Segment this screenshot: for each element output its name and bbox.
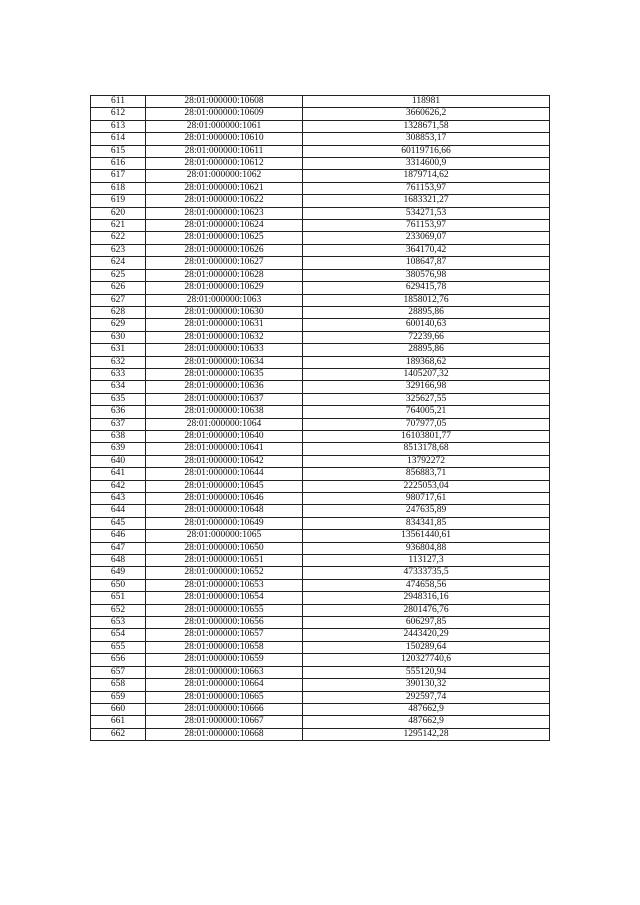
value-cell: 761153,97	[303, 182, 550, 194]
row-number-cell: 646	[91, 530, 146, 542]
value-cell: 1405207,32	[303, 368, 550, 380]
table-row	[91, 505, 550, 517]
value-cell: 3660626,2	[303, 108, 550, 120]
table-row	[91, 654, 550, 666]
cadastral-number-cell: 28:01:000000:10663	[146, 666, 303, 678]
row-number-cell: 623	[91, 244, 146, 256]
value-cell: 980717,61	[303, 493, 550, 505]
value-cell: 834341,85	[303, 517, 550, 529]
cadastral-number-cell: 28:01:000000:10621	[146, 182, 303, 194]
row-number-cell: 628	[91, 306, 146, 318]
value-cell: 8513178,68	[303, 443, 550, 455]
value-cell: 2225053,04	[303, 480, 550, 492]
cadastral-number-cell: 28:01:000000:10625	[146, 232, 303, 244]
row-number-cell: 614	[91, 133, 146, 145]
row-number-cell: 645	[91, 517, 146, 529]
cadastral-number-cell: 28:01:000000:10652	[146, 567, 303, 579]
value-cell: 1879714,62	[303, 170, 550, 182]
row-number-cell: 625	[91, 269, 146, 281]
row-number-cell: 657	[91, 666, 146, 678]
row-number-cell: 622	[91, 232, 146, 244]
cadastral-number-cell: 28:01:000000:10651	[146, 555, 303, 567]
row-number-cell: 661	[91, 716, 146, 728]
row-number-cell: 626	[91, 282, 146, 294]
cadastral-number-cell: 28:01:000000:10658	[146, 641, 303, 653]
row-number-cell: 619	[91, 195, 146, 207]
cadastral-number-cell: 28:01:000000:1062	[146, 170, 303, 182]
cadastral-number-cell: 28:01:000000:10631	[146, 319, 303, 331]
table-body	[91, 96, 550, 741]
cadastral-number-cell: 28:01:000000:10655	[146, 604, 303, 616]
row-number-cell: 621	[91, 220, 146, 232]
cadastral-number-cell: 28:01:000000:10612	[146, 158, 303, 170]
table-row	[91, 679, 550, 691]
value-cell: 325627,55	[303, 393, 550, 405]
cadastral-number-cell: 28:01:000000:10608	[146, 96, 303, 108]
value-cell: 113127,3	[303, 555, 550, 567]
cadastral-number-cell: 28:01:000000:10610	[146, 133, 303, 145]
row-number-cell: 615	[91, 145, 146, 157]
row-number-cell: 658	[91, 679, 146, 691]
row-number-cell: 660	[91, 703, 146, 715]
cadastral-number-cell: 28:01:000000:10648	[146, 505, 303, 517]
table-row	[91, 344, 550, 356]
table-row	[91, 555, 550, 567]
cadastral-number-cell: 28:01:000000:10646	[146, 493, 303, 505]
cadastral-number-cell: 28:01:000000:10666	[146, 703, 303, 715]
table-row	[91, 244, 550, 256]
table-row	[91, 542, 550, 554]
cadastral-number-cell: 28:01:000000:10623	[146, 207, 303, 219]
value-cell: 474658,56	[303, 579, 550, 591]
table-row	[91, 108, 550, 120]
table-row	[91, 617, 550, 629]
table-row	[91, 133, 550, 145]
table-row	[91, 356, 550, 368]
table-row	[91, 493, 550, 505]
value-cell: 2443420,29	[303, 629, 550, 641]
row-number-cell: 612	[91, 108, 146, 120]
cadastral-number-cell: 28:01:000000:10624	[146, 220, 303, 232]
value-cell: 13561440,61	[303, 530, 550, 542]
value-cell: 28895,86	[303, 344, 550, 356]
row-number-cell: 641	[91, 468, 146, 480]
value-cell: 380576,98	[303, 269, 550, 281]
table-row	[91, 629, 550, 641]
cadastral-number-cell: 28:01:000000:10641	[146, 443, 303, 455]
cadastral-number-cell: 28:01:000000:10632	[146, 331, 303, 343]
table-row	[91, 120, 550, 132]
row-number-cell: 624	[91, 257, 146, 269]
table-row	[91, 170, 550, 182]
table-row	[91, 666, 550, 678]
value-cell: 761153,97	[303, 220, 550, 232]
table-row	[91, 443, 550, 455]
row-number-cell: 637	[91, 418, 146, 430]
row-number-cell: 617	[91, 170, 146, 182]
value-cell: 13792272	[303, 455, 550, 467]
row-number-cell: 636	[91, 406, 146, 418]
value-cell: 390130,32	[303, 679, 550, 691]
row-number-cell: 652	[91, 604, 146, 616]
value-cell: 1858012,76	[303, 294, 550, 306]
table-row	[91, 468, 550, 480]
cadastral-number-cell: 28:01:000000:10622	[146, 195, 303, 207]
table-row	[91, 517, 550, 529]
table-row	[91, 480, 550, 492]
value-cell: 629415,78	[303, 282, 550, 294]
row-number-cell: 620	[91, 207, 146, 219]
row-number-cell: 629	[91, 319, 146, 331]
value-cell: 2801476,76	[303, 604, 550, 616]
cadastral-number-cell: 28:01:000000:10638	[146, 406, 303, 418]
table-row	[91, 319, 550, 331]
row-number-cell: 655	[91, 641, 146, 653]
row-number-cell: 632	[91, 356, 146, 368]
cadastral-number-cell: 28:01:000000:10640	[146, 430, 303, 442]
row-number-cell: 640	[91, 455, 146, 467]
table-row	[91, 418, 550, 430]
cadastral-number-cell: 28:01:000000:10630	[146, 306, 303, 318]
cadastral-number-cell: 28:01:000000:10653	[146, 579, 303, 591]
row-number-cell: 656	[91, 654, 146, 666]
cadastral-number-cell: 28:01:000000:10609	[146, 108, 303, 120]
table-row	[91, 455, 550, 467]
value-cell: 72239,66	[303, 331, 550, 343]
value-cell: 120327740,6	[303, 654, 550, 666]
value-cell: 487662,9	[303, 703, 550, 715]
cadastral-number-cell: 28:01:000000:10665	[146, 691, 303, 703]
table-row	[91, 567, 550, 579]
value-cell: 233069,07	[303, 232, 550, 244]
row-number-cell: 654	[91, 629, 146, 641]
value-cell: 2948316,16	[303, 592, 550, 604]
cadastral-number-cell: 28:01:000000:10667	[146, 716, 303, 728]
row-number-cell: 653	[91, 617, 146, 629]
table-row	[91, 430, 550, 442]
table-row	[91, 691, 550, 703]
value-cell: 60119716,66	[303, 145, 550, 157]
table-row	[91, 195, 550, 207]
row-number-cell: 618	[91, 182, 146, 194]
table-row	[91, 579, 550, 591]
value-cell: 364170,42	[303, 244, 550, 256]
table-row	[91, 269, 550, 281]
table-row	[91, 530, 550, 542]
cadastral-number-cell: 28:01:000000:10642	[146, 455, 303, 467]
value-cell: 3314600,9	[303, 158, 550, 170]
row-number-cell: 633	[91, 368, 146, 380]
value-cell: 856883,71	[303, 468, 550, 480]
value-cell: 329166,98	[303, 381, 550, 393]
value-cell: 764005,21	[303, 406, 550, 418]
row-number-cell: 613	[91, 120, 146, 132]
row-number-cell: 659	[91, 691, 146, 703]
table-row	[91, 406, 550, 418]
cadastral-number-cell: 28:01:000000:10645	[146, 480, 303, 492]
cadastral-number-cell: 28:01:000000:10659	[146, 654, 303, 666]
value-cell: 534271,53	[303, 207, 550, 219]
table-row	[91, 331, 550, 343]
value-cell: 1683321,27	[303, 195, 550, 207]
row-number-cell: 634	[91, 381, 146, 393]
row-number-cell: 648	[91, 555, 146, 567]
value-cell: 47333735,5	[303, 567, 550, 579]
table-row	[91, 145, 550, 157]
value-cell: 487662,9	[303, 716, 550, 728]
table-row	[91, 716, 550, 728]
value-cell: 247635,89	[303, 505, 550, 517]
table-row	[91, 182, 550, 194]
cadastral-number-cell: 28:01:000000:10611	[146, 145, 303, 157]
cadastral-number-cell: 28:01:000000:10664	[146, 679, 303, 691]
value-cell: 1328671,58	[303, 120, 550, 132]
table-row	[91, 381, 550, 393]
value-cell: 1295142,28	[303, 728, 550, 740]
cadastral-number-cell: 28:01:000000:10628	[146, 269, 303, 281]
row-number-cell: 647	[91, 542, 146, 554]
table-row	[91, 368, 550, 380]
value-cell: 600140,63	[303, 319, 550, 331]
table-row	[91, 282, 550, 294]
row-number-cell: 611	[91, 96, 146, 108]
cadastral-number-cell: 28:01:000000:10629	[146, 282, 303, 294]
cadastral-number-cell: 28:01:000000:1063	[146, 294, 303, 306]
table-row	[91, 220, 550, 232]
value-cell: 118981	[303, 96, 550, 108]
value-cell: 707977,05	[303, 418, 550, 430]
value-cell: 555120,94	[303, 666, 550, 678]
cadastral-number-cell: 28:01:000000:10634	[146, 356, 303, 368]
row-number-cell: 631	[91, 344, 146, 356]
cadastral-number-cell: 28:01:000000:10650	[146, 542, 303, 554]
cadastral-number-cell: 28:01:000000:10649	[146, 517, 303, 529]
cadastral-number-cell: 28:01:000000:10637	[146, 393, 303, 405]
value-cell: 936804,88	[303, 542, 550, 554]
cadastral-number-cell: 28:01:000000:10656	[146, 617, 303, 629]
table-row	[91, 306, 550, 318]
table-row	[91, 641, 550, 653]
row-number-cell: 649	[91, 567, 146, 579]
cadastral-number-cell: 28:01:000000:10636	[146, 381, 303, 393]
row-number-cell: 662	[91, 728, 146, 740]
table-row	[91, 592, 550, 604]
row-number-cell: 630	[91, 331, 146, 343]
table-row	[91, 703, 550, 715]
table-row	[91, 604, 550, 616]
value-cell: 28895,86	[303, 306, 550, 318]
value-cell: 292597,74	[303, 691, 550, 703]
cadastral-number-cell: 28:01:000000:10633	[146, 344, 303, 356]
cadastral-number-cell: 28:01:000000:10644	[146, 468, 303, 480]
row-number-cell: 642	[91, 480, 146, 492]
value-cell: 189368,62	[303, 356, 550, 368]
row-number-cell: 635	[91, 393, 146, 405]
cadastral-number-cell: 28:01:000000:1064	[146, 418, 303, 430]
value-cell: 606297,85	[303, 617, 550, 629]
row-number-cell: 639	[91, 443, 146, 455]
cadastral-number-cell: 28:01:000000:1061	[146, 120, 303, 132]
table-row	[91, 207, 550, 219]
cadastral-number-cell: 28:01:000000:10668	[146, 728, 303, 740]
cadastral-number-cell: 28:01:000000:10626	[146, 244, 303, 256]
row-number-cell: 643	[91, 493, 146, 505]
cadastral-number-cell: 28:01:000000:1065	[146, 530, 303, 542]
value-cell: 16103801,77	[303, 430, 550, 442]
cadastral-number-cell: 28:01:000000:10627	[146, 257, 303, 269]
data-table	[90, 95, 550, 741]
cadastral-number-cell: 28:01:000000:10654	[146, 592, 303, 604]
table-row	[91, 393, 550, 405]
value-cell: 150289,64	[303, 641, 550, 653]
table-row	[91, 96, 550, 108]
table-row	[91, 257, 550, 269]
table-row	[91, 728, 550, 740]
row-number-cell: 650	[91, 579, 146, 591]
row-number-cell: 651	[91, 592, 146, 604]
value-cell: 308853,17	[303, 133, 550, 145]
row-number-cell: 616	[91, 158, 146, 170]
row-number-cell: 627	[91, 294, 146, 306]
row-number-cell: 644	[91, 505, 146, 517]
table-row	[91, 232, 550, 244]
cadastral-number-cell: 28:01:000000:10635	[146, 368, 303, 380]
value-cell: 108647,87	[303, 257, 550, 269]
row-number-cell: 638	[91, 430, 146, 442]
table-row	[91, 294, 550, 306]
cadastral-number-cell: 28:01:000000:10657	[146, 629, 303, 641]
table-row	[91, 158, 550, 170]
